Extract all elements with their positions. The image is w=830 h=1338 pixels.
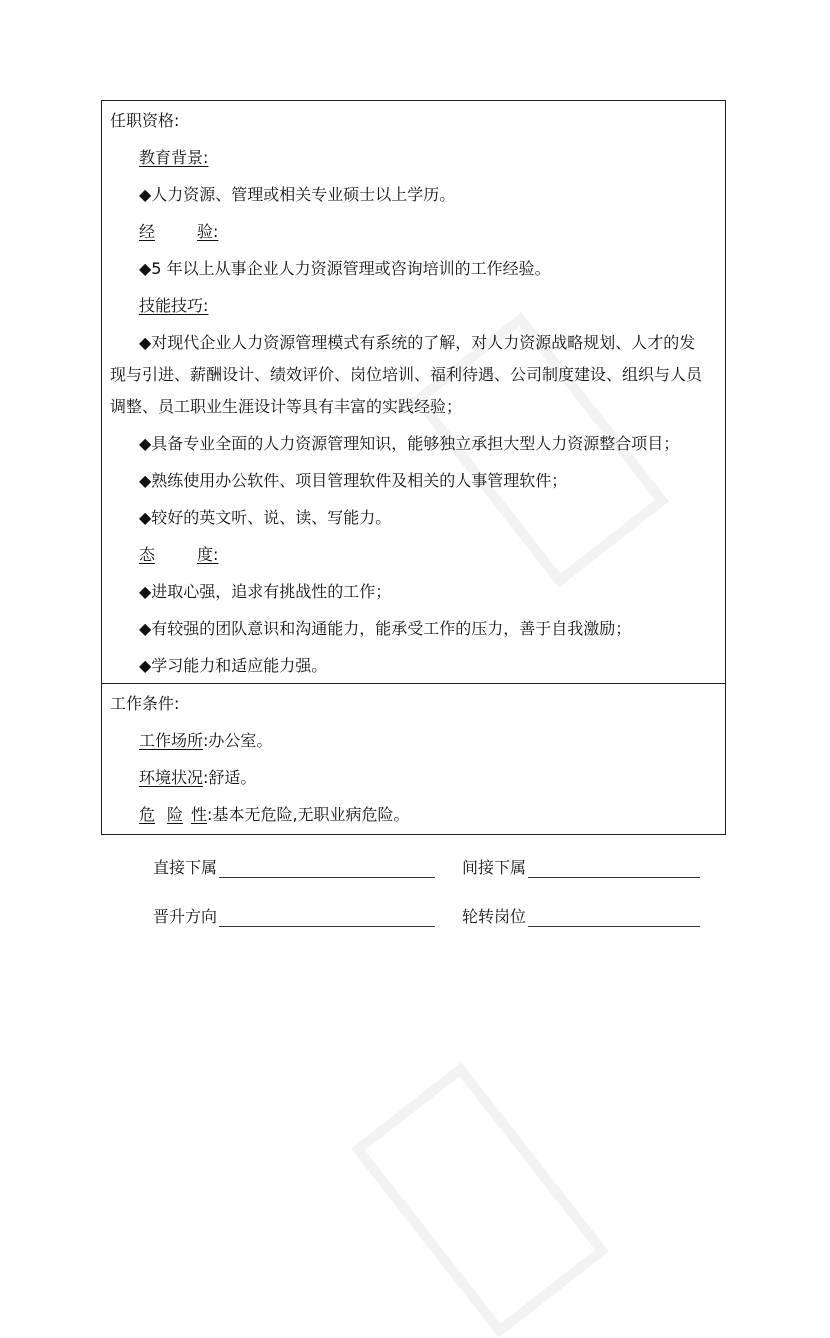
attitude-item: ◆有较强的团队意识和沟通能力，能承受工作的压力，善于自我激励； — [139, 619, 632, 638]
rotation-position-row — [462, 907, 700, 927]
direct-subordinate-field[interactable] — [219, 859, 435, 878]
attitude-label-part: 度: — [197, 545, 219, 564]
promotion-direction-label: 晋升方向 — [153, 907, 218, 926]
work-conditions-box — [101, 683, 726, 835]
experience-label — [139, 222, 218, 242]
environment-status — [139, 768, 256, 788]
skills-item: ◆具备专业全面的人力资源管理知识，能够独立承担大型人力资源整合项目； — [139, 434, 680, 453]
indirect-subordinate-label: 间接下属 — [462, 858, 527, 877]
attitude-label-part: 态 — [139, 545, 156, 564]
work-location-value: :办公室。 — [203, 731, 273, 750]
experience-item: ◆5 年以上从事企业人力资源管理或咨询培训的工作经验。 — [139, 259, 551, 278]
direct-subordinate-row — [153, 858, 435, 878]
risk-label-part: 险 — [167, 805, 184, 824]
education-item: ◆人力资源、管理或相关专业硕士以上学历。 — [139, 185, 456, 204]
risk-label-part: 危 — [139, 805, 156, 824]
rotation-position-field[interactable] — [528, 908, 700, 927]
promotion-direction-row — [153, 907, 435, 927]
environment-label: 环境状况 — [139, 768, 204, 787]
attitude-item: ◆进取心强，追求有挑战性的工作； — [139, 582, 392, 601]
skills-item: ◆熟练使用办公软件、项目管理软件及相关的人事管理软件； — [139, 471, 568, 490]
attitude-label — [139, 545, 218, 565]
qualifications-title: 任职资格: — [110, 111, 180, 130]
indirect-subordinate-field[interactable] — [528, 859, 700, 878]
work-conditions-title: 工作条件: — [110, 694, 180, 713]
skills-label: 技能技巧: — [139, 296, 209, 315]
risk-label-part: 性 — [191, 805, 208, 824]
rotation-position-label: 轮转岗位 — [462, 907, 527, 926]
experience-label-part: 验: — [197, 222, 219, 241]
attitude-item: ◆学习能力和适应能力强。 — [139, 656, 328, 675]
watermark-shape — [351, 1062, 609, 1337]
skills-item-line: ◆对现代企业人力资源管理模式有系统的了解，对人力资源战略规划、人才的发 — [139, 333, 696, 352]
direct-subordinate-label: 直接下属 — [153, 858, 218, 877]
skills-item-line: 现与引进、薪酬设计、绩效评价、岗位培训、福利待遇、公司制度建设、组织与人员 — [110, 365, 703, 384]
environment-value: :舒适。 — [203, 768, 257, 787]
skills-item: ◆较好的英文听、说、读、写能力。 — [139, 508, 392, 527]
indirect-subordinate-row — [462, 858, 700, 878]
qualifications-box — [101, 100, 726, 684]
promotion-direction-field[interactable] — [219, 908, 435, 927]
risk-status — [139, 805, 410, 825]
experience-label-part: 经 — [139, 222, 156, 241]
work-location-label: 工作场所 — [139, 731, 204, 750]
education-label: 教育背景: — [139, 148, 209, 167]
skills-item-line: 调整、员工职业生涯设计等具有丰富的实践经验； — [110, 397, 463, 416]
risk-value: :基本无危险,无职业病危险。 — [207, 805, 410, 824]
work-location — [139, 731, 272, 751]
